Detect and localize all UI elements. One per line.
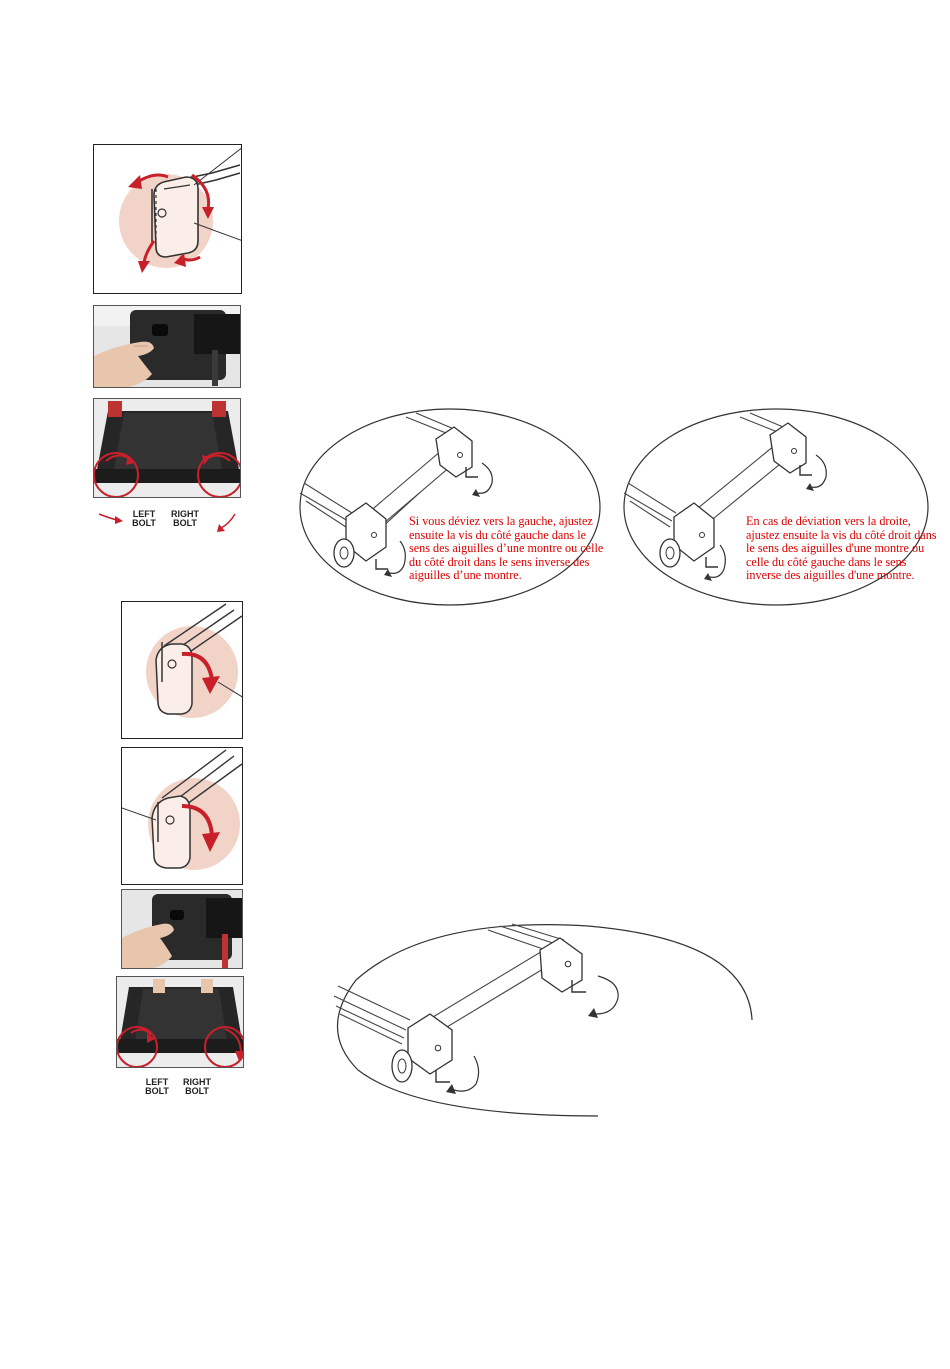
adjustment-overview-diagram [328, 920, 756, 1120]
end-cap-photo-2 [121, 889, 243, 969]
bolt-rotation-diagram-2 [121, 601, 243, 739]
bolt-rotation-diagram-3 [121, 747, 243, 885]
left-bolt-label-2: LEFT BOLT [145, 1077, 169, 1096]
right-bolt-label-2: RIGHT BOLT [183, 1077, 211, 1096]
treadmill-rear-photo-2 [116, 976, 244, 1068]
bolt-rotation-diagram-1 [93, 144, 242, 294]
right-deviation-note: En cas de déviation vers la droite, ajustez ensuite la vis du côté droit dans le sens des aiguilles d'une montre ou celle du côté gauche dans le sens inverse des aiguilles d'une montre. [746, 514, 937, 583]
right-bolt-label-1: RIGHT BOLT [171, 509, 199, 528]
end-cap-photo-1 [93, 305, 241, 388]
bolt-arrows-row-1 [93, 506, 243, 534]
treadmill-rear-photo-1 [93, 398, 241, 498]
left-deviation-note: Si vous déviez vers la gauche, ajustez ensuite la vis du côté gauche dans le sens des aiguilles d’une montre ou celle du côté droit dans le sens inverse des aiguilles d’une montre. [409, 514, 604, 583]
left-bolt-label-1: LEFT BOLT [132, 509, 156, 528]
